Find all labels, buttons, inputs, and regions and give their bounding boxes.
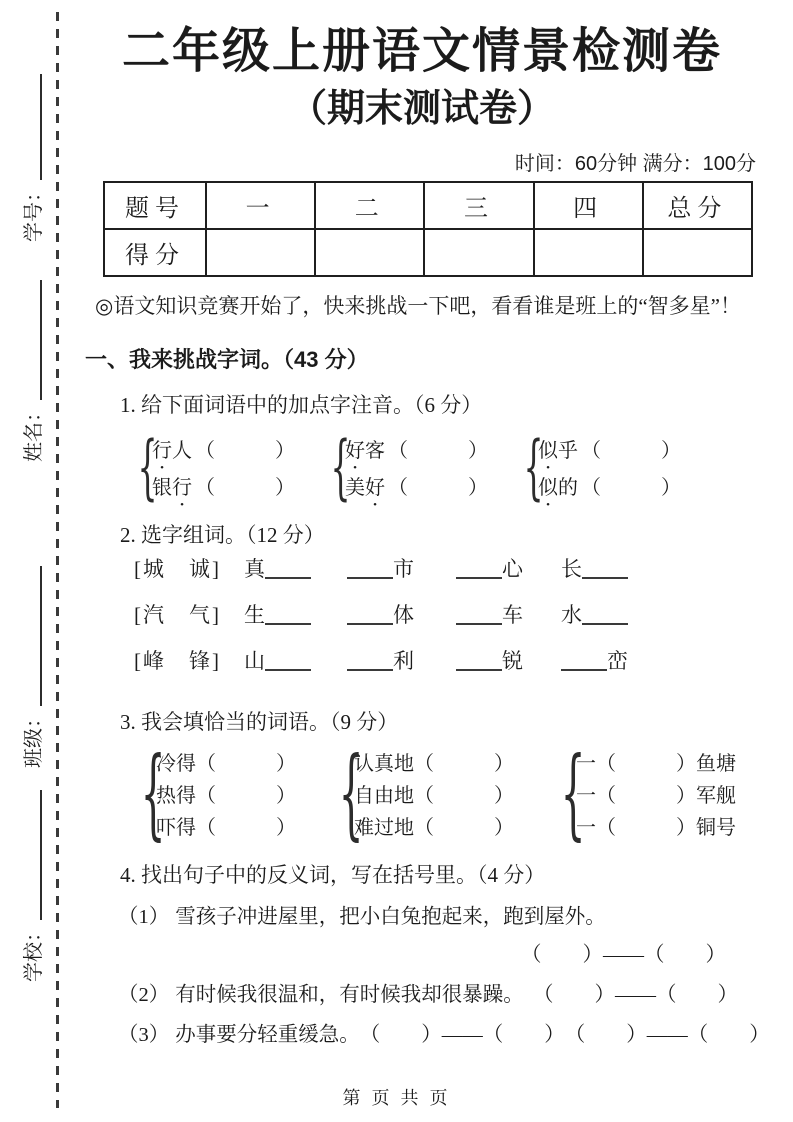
- dotted-char: 行 •: [152, 434, 172, 463]
- choose-char-row: [134, 553, 756, 599]
- q1-heading: 1. 给下面词语中的加点字注音。（6 分）: [120, 392, 483, 417]
- q1-groups: [132, 430, 756, 504]
- curly-brace-icon: [339, 744, 348, 844]
- score-empty-cell: [424, 229, 533, 276]
- sentence-text: 有时候我很温和，有时候我却很暴躁。: [175, 983, 524, 1006]
- q2-heading: 2. 选字组词。（12 分）: [120, 522, 325, 547]
- pinyin-group: [325, 430, 488, 504]
- answer-blank: （ ）: [195, 439, 295, 462]
- score-table-cell: 一: [206, 182, 315, 229]
- item-char: 市: [393, 556, 414, 581]
- q3-groups: [134, 744, 756, 844]
- pinyin-group: [132, 430, 295, 504]
- item-char: 锐: [502, 648, 523, 673]
- student-id-blank-line: [40, 74, 42, 180]
- score-table-cell: 三: [424, 182, 533, 229]
- pinyin-item: [345, 467, 488, 504]
- school-blank-line: [40, 790, 42, 920]
- word-fill-item: 吓得（ ）: [156, 817, 296, 840]
- word-fill-item: 一（ ）鱼塘: [576, 753, 736, 776]
- antonym-answer-blanks: （ ）——（ ）: [521, 943, 726, 966]
- answer-blank: （ ）: [388, 439, 488, 462]
- section1-heading: 一、我来挑战字词。（43 分）: [85, 346, 369, 372]
- word-fill-group: [554, 744, 736, 844]
- fill-blank-item: [244, 645, 311, 675]
- fill-blank-item: [561, 645, 628, 675]
- blank-line: [347, 605, 393, 625]
- fill-blank-item: [561, 553, 628, 583]
- word-fill-item: 认真地（ ）: [354, 753, 514, 776]
- curly-brace-icon: [141, 744, 150, 844]
- q2-rows: [134, 553, 756, 691]
- item-char: 利: [393, 648, 414, 673]
- antonym-item: [118, 899, 756, 929]
- char: 美: [345, 476, 365, 499]
- paper-title: 二年级上册语文情景检测卷: [121, 25, 722, 78]
- item-char: 山: [244, 648, 265, 673]
- item-char: 水: [561, 602, 582, 627]
- char: 客: [365, 439, 385, 462]
- blank-line: [582, 605, 628, 625]
- sentence-text: 雪孩子冲进屋里，把小白兔抱起来，跑到屋外。: [175, 905, 606, 928]
- answer-blank: （ ）: [581, 439, 681, 462]
- paper-subtitle: （期末测试卷）: [288, 87, 555, 130]
- item-char: 心: [502, 556, 523, 581]
- item-char: 车: [502, 602, 523, 627]
- word-fill-item: 热得（ ）: [156, 785, 296, 808]
- word-fill-item: 一（ ）铜号: [576, 817, 736, 840]
- char: 乎: [558, 439, 578, 462]
- item-char: 长: [561, 556, 582, 581]
- fill-blank-item: [244, 599, 311, 629]
- dotted-char: 好 •: [345, 434, 365, 463]
- word-fill-item: 难过地（ ）: [354, 817, 514, 840]
- margin-field-class: [16, 566, 46, 768]
- blank-line: [265, 605, 311, 625]
- item-char: 体: [393, 602, 414, 627]
- blank-line: [347, 651, 393, 671]
- answer-blank: （ ）: [195, 476, 295, 499]
- antonym-answer-blanks: （ ）——（ ）: [533, 983, 738, 1006]
- score-empty-cell: [206, 229, 315, 276]
- antonym-item: [118, 977, 756, 1007]
- blank-line: [456, 651, 502, 671]
- curly-brace-icon: [331, 430, 340, 504]
- pinyin-item: [152, 467, 295, 504]
- char: 银: [152, 476, 172, 499]
- pinyin-item: [538, 467, 681, 504]
- margin-field-name: [16, 280, 46, 462]
- name-label: 姓名：: [23, 402, 45, 462]
- item-number: （1）: [118, 905, 170, 928]
- margin-field-school: [16, 790, 46, 982]
- fill-blank-item: [347, 553, 414, 583]
- word-fill-group: [134, 744, 296, 844]
- char-options: [汽 气]: [134, 602, 221, 627]
- item-number: （2）: [118, 983, 170, 1006]
- paper-content: [85, 0, 770, 1047]
- blank-line: [561, 651, 607, 671]
- margin-dashed-divider: [56, 12, 59, 1108]
- fill-blank-item: [244, 553, 311, 583]
- score-empty-cell: [534, 229, 643, 276]
- word-fill-item: 一（ ）军舰: [576, 785, 736, 808]
- blank-line: [456, 559, 502, 579]
- dotted-char: 似 •: [538, 471, 558, 500]
- time-score-info: 时间：60分钟 满分：100分: [514, 152, 756, 175]
- dotted-char: 行 •: [172, 471, 192, 500]
- choose-char-row: [134, 645, 756, 691]
- dotted-char: 似 •: [538, 434, 558, 463]
- score-table-cell: 题号: [104, 182, 206, 229]
- choose-char-row: [134, 599, 756, 645]
- intro-text: ◎语文知识竞赛开始了，快来挑战一下吧，看看谁是班上的“智多星”！: [95, 293, 741, 318]
- q3-heading: 3. 我会填恰当的词语。（9 分）: [120, 709, 399, 734]
- pinyin-group: [518, 430, 681, 504]
- class-blank-line: [40, 566, 42, 706]
- sentence-text: 办事要分轻重缓急。: [175, 1023, 360, 1046]
- answer-blank: （ ）: [388, 476, 488, 499]
- curly-brace-icon: [561, 744, 570, 844]
- score-table-cell: 总分: [643, 182, 752, 229]
- q4-heading: 4. 找出句子中的反义词，写在括号里。（4 分）: [120, 862, 546, 887]
- char-options: [峰 锋]: [134, 648, 221, 673]
- pinyin-item: [345, 430, 488, 467]
- school-label: 学校：: [23, 922, 45, 982]
- item-char: 真: [244, 556, 265, 581]
- score-table-cell: 二: [315, 182, 424, 229]
- margin-field-student-id: [16, 74, 46, 242]
- score-label-cell: 得分: [104, 229, 206, 276]
- word-fill-item: 冷得（ ）: [156, 753, 296, 776]
- blank-line: [582, 559, 628, 579]
- char-options: [城 诚]: [134, 556, 221, 581]
- score-table-header-row: [104, 182, 752, 229]
- antonym-item: [118, 1017, 770, 1047]
- score-table-cell: 四: [534, 182, 643, 229]
- class-label: 班级：: [23, 708, 45, 768]
- fill-blank-item: [347, 645, 414, 675]
- fill-blank-item: [456, 645, 523, 675]
- pinyin-item: [152, 430, 295, 467]
- blank-line: [265, 651, 311, 671]
- blank-line: [265, 559, 311, 579]
- fill-blank-item: [456, 553, 523, 583]
- blank-line: [456, 605, 502, 625]
- student-id-label: 学号：: [23, 182, 45, 242]
- item-char: 生: [244, 602, 265, 627]
- fill-blank-item: [347, 599, 414, 629]
- char: 人: [172, 439, 192, 462]
- curly-brace-icon: [524, 430, 533, 504]
- score-empty-cell: [315, 229, 424, 276]
- curly-brace-icon: [138, 430, 147, 504]
- score-empty-cell: [643, 229, 752, 276]
- item-number: （3）: [118, 1023, 170, 1046]
- dotted-char: 好 •: [365, 471, 385, 500]
- score-table: [103, 181, 753, 277]
- name-blank-line: [40, 280, 42, 400]
- blank-line: [347, 559, 393, 579]
- word-fill-item: 自由地（ ）: [354, 785, 514, 808]
- answer-blank: （ ）: [581, 476, 681, 499]
- fill-blank-item: [561, 599, 628, 629]
- score-table-score-row: [104, 229, 752, 276]
- fill-blank-item: [456, 599, 523, 629]
- word-fill-group: [332, 744, 514, 844]
- char: 的: [558, 476, 578, 499]
- page-footer: 第 页 共 页: [342, 1088, 451, 1108]
- pinyin-item: [538, 430, 681, 467]
- item-char: 峦: [607, 648, 628, 673]
- antonym-answer-blanks: （ ）——（ ） （ ）——（ ）: [359, 1023, 770, 1046]
